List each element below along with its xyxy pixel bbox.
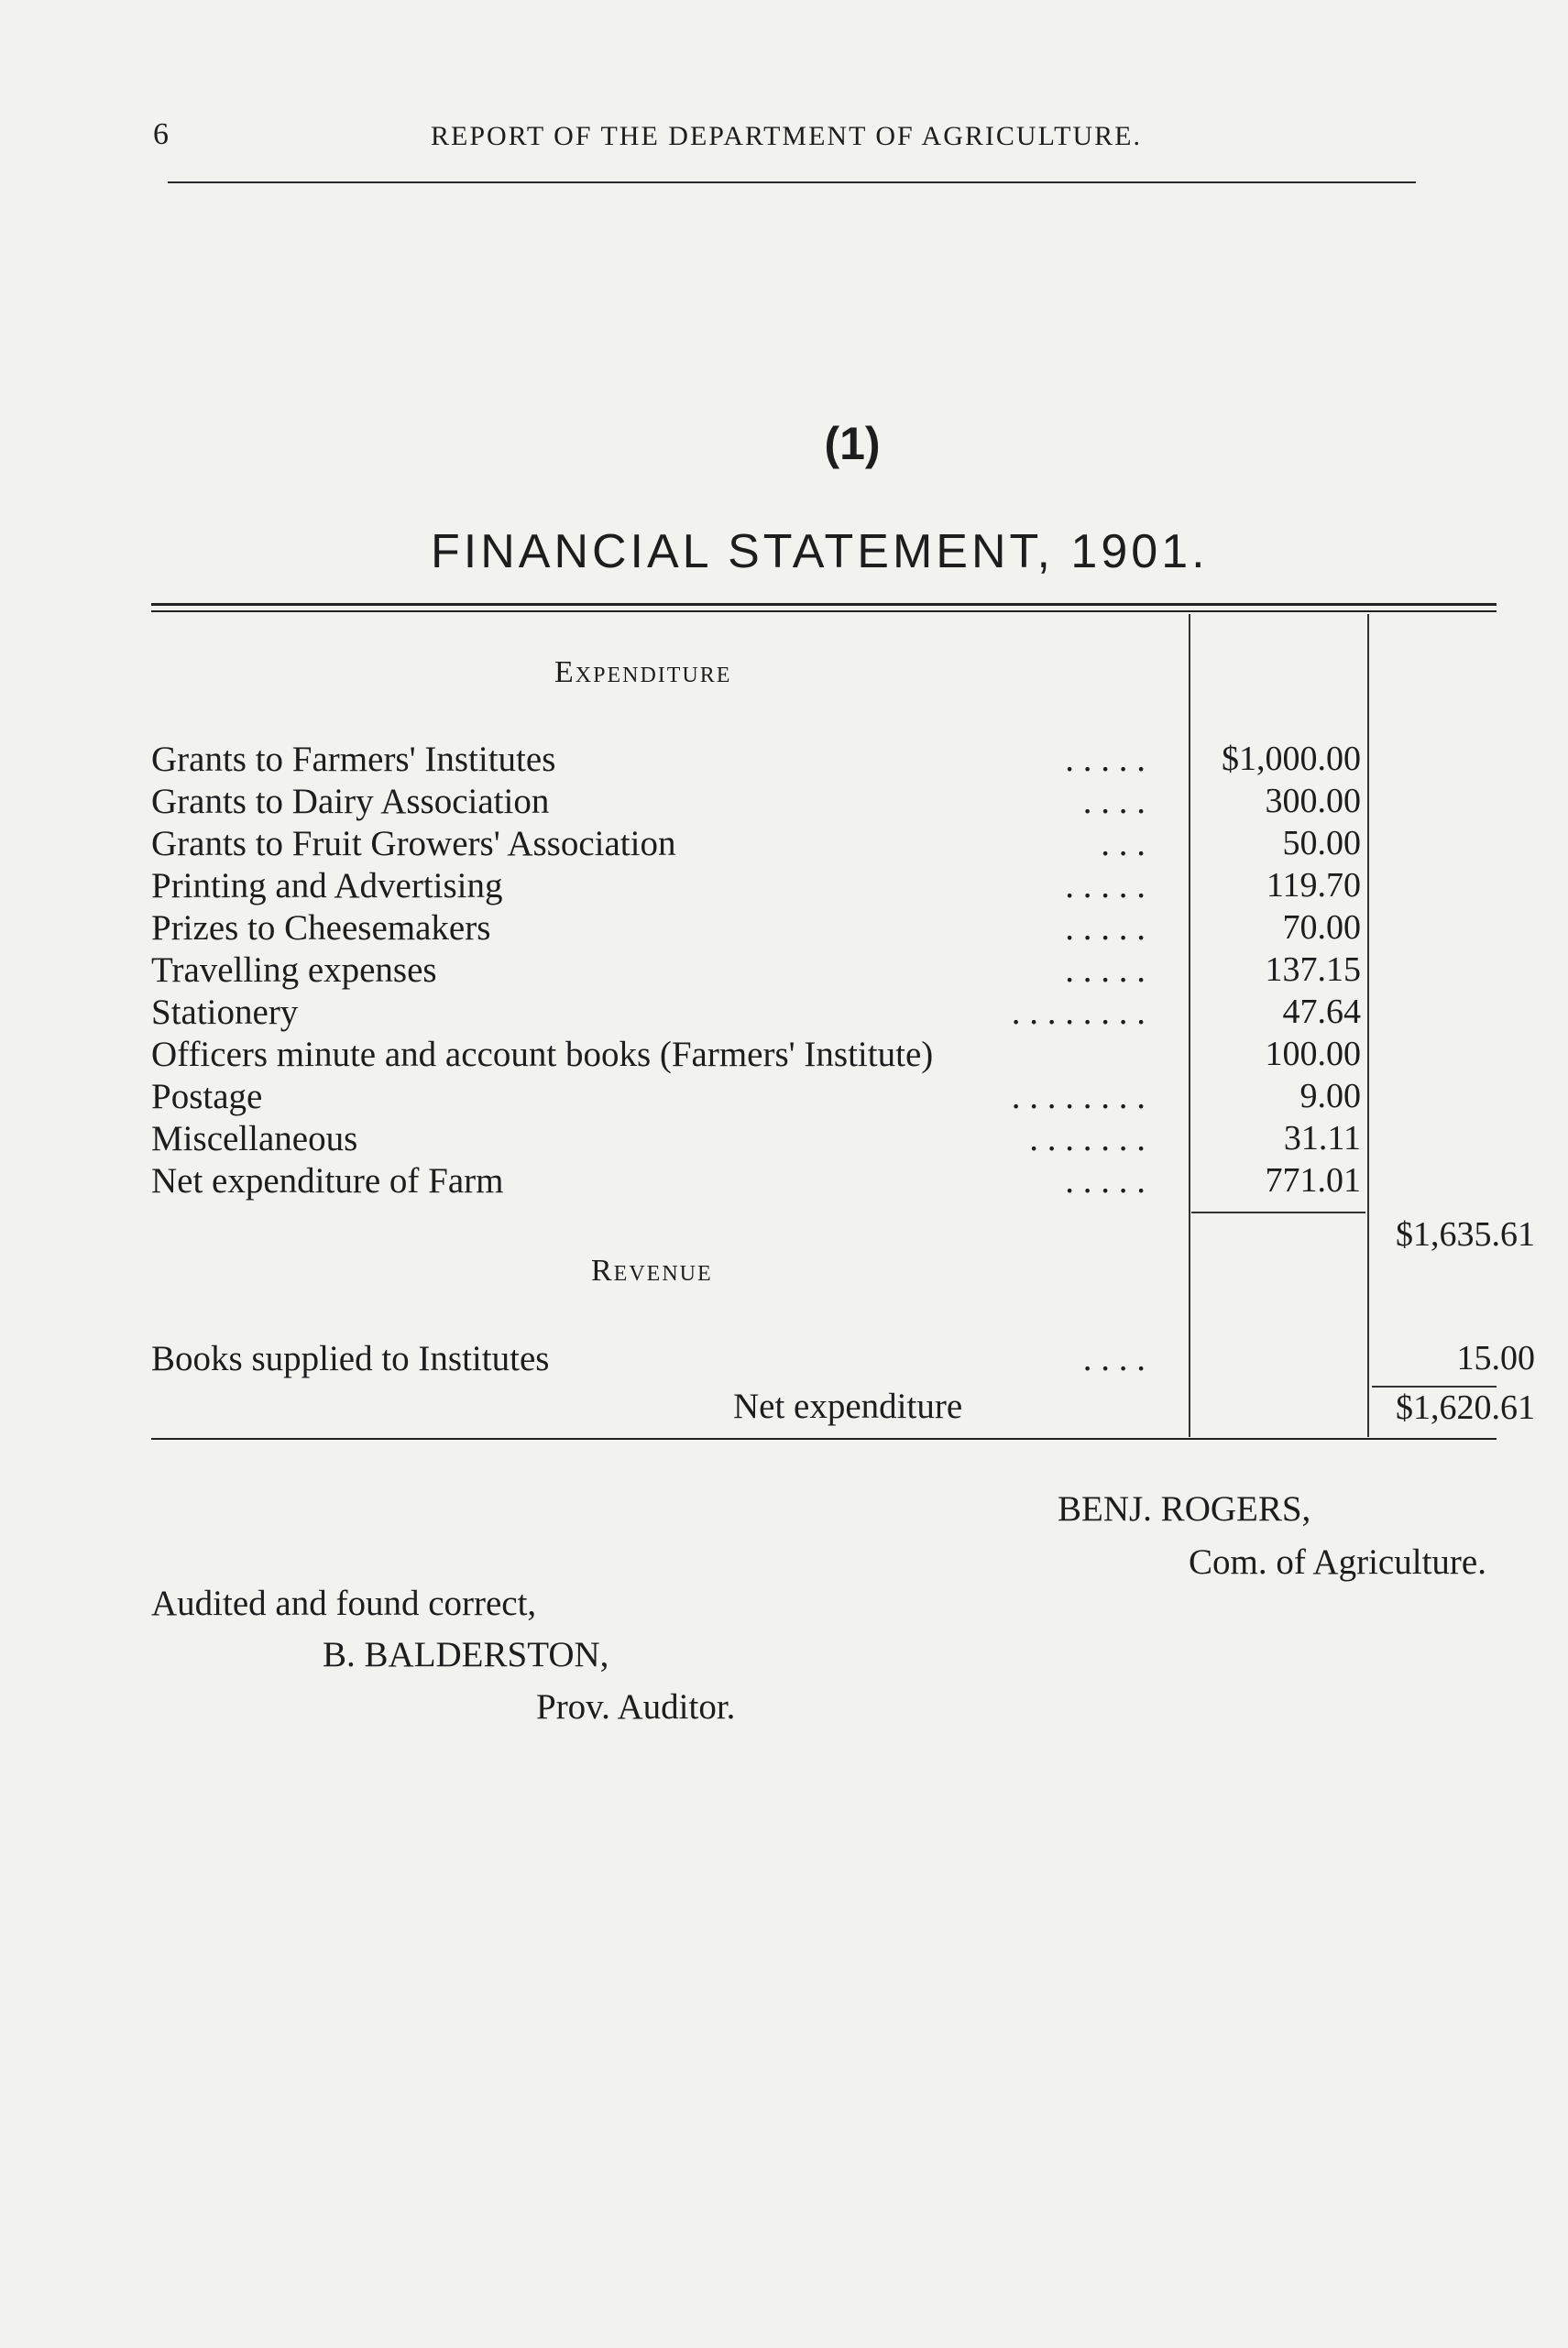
leader-dots: . . . . . xyxy=(1065,740,1146,779)
row-amount: 9.00 xyxy=(1299,1077,1361,1115)
running-header: REPORT OF THE DEPARTMENT OF AGRICULTURE. xyxy=(431,121,1142,151)
row-amount: 50.00 xyxy=(1282,824,1361,862)
amount-column-rule xyxy=(1189,614,1190,1437)
leader-dots: . . . . . . . xyxy=(1029,1119,1146,1158)
row-amount: 100.00 xyxy=(1265,1035,1361,1073)
row-label: Grants to Dairy Association xyxy=(151,782,550,821)
leader-dots: . . . . . xyxy=(1065,950,1146,990)
section-number: (1) xyxy=(824,418,881,469)
commissioner-title: Com. of Agriculture. xyxy=(1189,1542,1486,1582)
revenue-heading: Revenue xyxy=(591,1254,713,1288)
row-label: Miscellaneous xyxy=(151,1119,358,1158)
row-label: Travelling expenses xyxy=(151,950,437,990)
row-amount: 771.01 xyxy=(1265,1161,1361,1200)
row-label: Prizes to Cheesemakers xyxy=(151,908,491,948)
row-amount: 70.00 xyxy=(1282,908,1361,947)
auditor-title: Prov. Auditor. xyxy=(536,1687,736,1727)
audit-note: Audited and found correct, xyxy=(151,1584,537,1623)
row-amount: 31.11 xyxy=(1283,1119,1361,1158)
row-label: Grants to Fruit Growers' Association xyxy=(151,824,676,863)
table-bottom-rule xyxy=(151,1438,1497,1440)
table-top-rule xyxy=(151,603,1497,606)
row-amount: 300.00 xyxy=(1265,782,1361,820)
leader-dots: . . . xyxy=(1101,824,1146,863)
row-label: Net expenditure of Farm xyxy=(151,1161,504,1201)
leader-dots: . . . . . xyxy=(1065,908,1146,948)
expenditure-total: $1,635.61 xyxy=(1396,1215,1535,1254)
subtotal-rule xyxy=(1191,1212,1365,1213)
row-label: Printing and Advertising xyxy=(151,866,503,905)
leader-dots: . . . . xyxy=(1082,782,1146,821)
row-amount: 119.70 xyxy=(1266,866,1361,905)
row-label: Postage xyxy=(151,1077,263,1116)
leader-dots: . . . . . . . . xyxy=(1011,1077,1146,1116)
revenue-amount: 15.00 xyxy=(1456,1339,1535,1377)
leader-dots: . . . . . xyxy=(1065,866,1146,905)
commissioner-name: BENJ. ROGERS, xyxy=(1058,1489,1311,1529)
row-label: Books supplied to Institutes xyxy=(151,1339,550,1378)
auditor-name: B. BALDERSTON, xyxy=(323,1635,609,1674)
statement-title: FINANCIAL STATEMENT, 1901. xyxy=(431,525,1209,578)
net-expenditure-label: Net expenditure xyxy=(733,1387,963,1426)
row-amount: 137.15 xyxy=(1265,950,1361,989)
row-label: Stationery xyxy=(151,993,299,1032)
leader-dots: . . . . . . . . xyxy=(1011,993,1146,1032)
row-amount: 47.64 xyxy=(1282,993,1361,1031)
total-column-rule xyxy=(1367,614,1369,1437)
net-expenditure-amount: $1,620.61 xyxy=(1396,1388,1535,1427)
header-rule xyxy=(168,181,1416,183)
leader-dots: . . . . xyxy=(1082,1339,1146,1378)
row-amount: $1,000.00 xyxy=(1222,740,1361,778)
page-number: 6 xyxy=(153,117,169,151)
table-top-rule-inner xyxy=(151,610,1497,612)
row-label: Officers minute and account books (Farmers' Institute) xyxy=(151,1035,934,1074)
leader-dots: . . . . . xyxy=(1065,1161,1146,1201)
expenditure-heading: Expenditure xyxy=(554,655,732,689)
row-label: Grants to Farmers' Institutes xyxy=(151,740,556,779)
